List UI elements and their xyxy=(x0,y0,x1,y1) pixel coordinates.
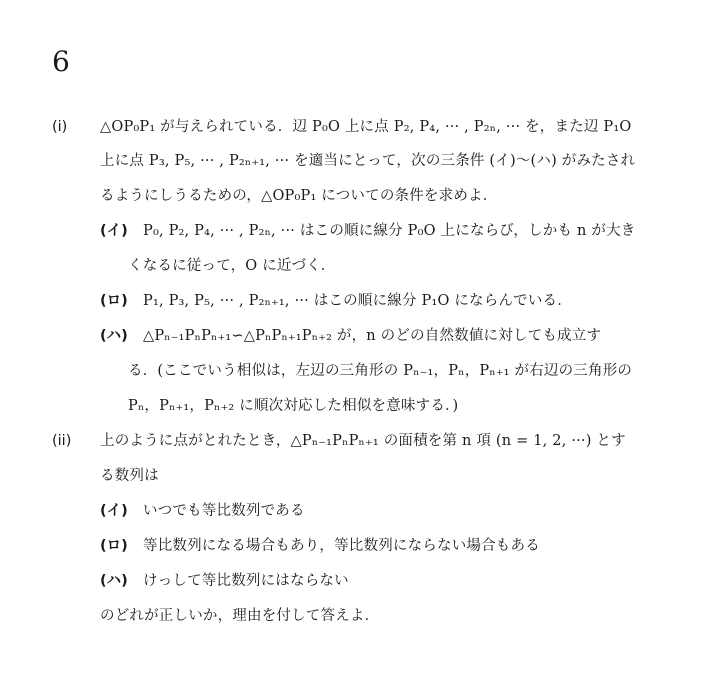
problem-number: 6 xyxy=(52,45,70,78)
part-ii-line-2: る数列は xyxy=(100,468,159,484)
condition-ha-line-3: Pₙ，Pₙ₊₁，Pₙ₊₂ に順次対応した相似を意味する．) xyxy=(128,398,459,414)
condition-i-label: (イ) xyxy=(100,223,128,239)
part-i-line-2: 上に点 P₃, P₅, ··· , P₂ₙ₊₁, ··· を適当にとって，次の三条件 (イ)〜(ハ) がみたされ xyxy=(100,153,636,169)
condition-i-line-1: P₀, P₂, P₄, ··· , P₂ₙ, ··· はこの順に線分 P₀O 上にならび，しかも n が大き xyxy=(143,223,636,239)
option-ro-label: (ロ) xyxy=(100,538,128,554)
part-i-line-1: △OP₀P₁ が与えられている．辺 P₀O 上に点 P₂, P₄, ··· , P₂ₙ, ··· を，また辺 P₁O xyxy=(100,119,632,135)
condition-i-line-2: くなるに従って，O に近づく． xyxy=(128,258,336,274)
condition-ro-line-1: P₁, P₃, P₅, ··· , P₂ₙ₊₁, ··· はこの順に線分 P₁O にならんでいる． xyxy=(143,293,572,309)
closing-question: のどれが正しいか，理由を付して答えよ． xyxy=(100,608,380,624)
option-i-text: いつでも等比数列である xyxy=(143,503,305,519)
part-i-label: (i) xyxy=(52,119,68,135)
condition-ha-line-1: △Pₙ₋₁PₙPₙ₊₁∽△PₙPₙ₊₁Pₙ₊₂ が，n のどの自然数値に対しても成立す xyxy=(143,328,602,344)
part-ii-label: (ii) xyxy=(52,433,72,449)
option-ro-text: 等比数列になる場合もあり，等比数列にならない場合もある xyxy=(143,538,540,554)
condition-ha-label: (ハ) xyxy=(100,328,128,344)
option-ha-text: けっして等比数列にはならない xyxy=(143,573,349,589)
option-ha-label: (ハ) xyxy=(100,573,128,589)
condition-ro-label: (ロ) xyxy=(100,293,128,309)
option-i-label: (イ) xyxy=(100,503,128,519)
part-i-line-3: るようにしうるための，△OP₀P₁ についての条件を求めよ． xyxy=(100,188,498,204)
part-ii-line-1: 上のように点がとれたとき，△Pₙ₋₁PₙPₙ₊₁ の面積を第 n 項 (n = 1, 2, ···) とす xyxy=(100,433,626,449)
condition-ha-line-2: る．(ここでいう相似は，左辺の三角形の Pₙ₋₁，Pₙ，Pₙ₊₁ が右辺の三角形の xyxy=(128,363,633,379)
